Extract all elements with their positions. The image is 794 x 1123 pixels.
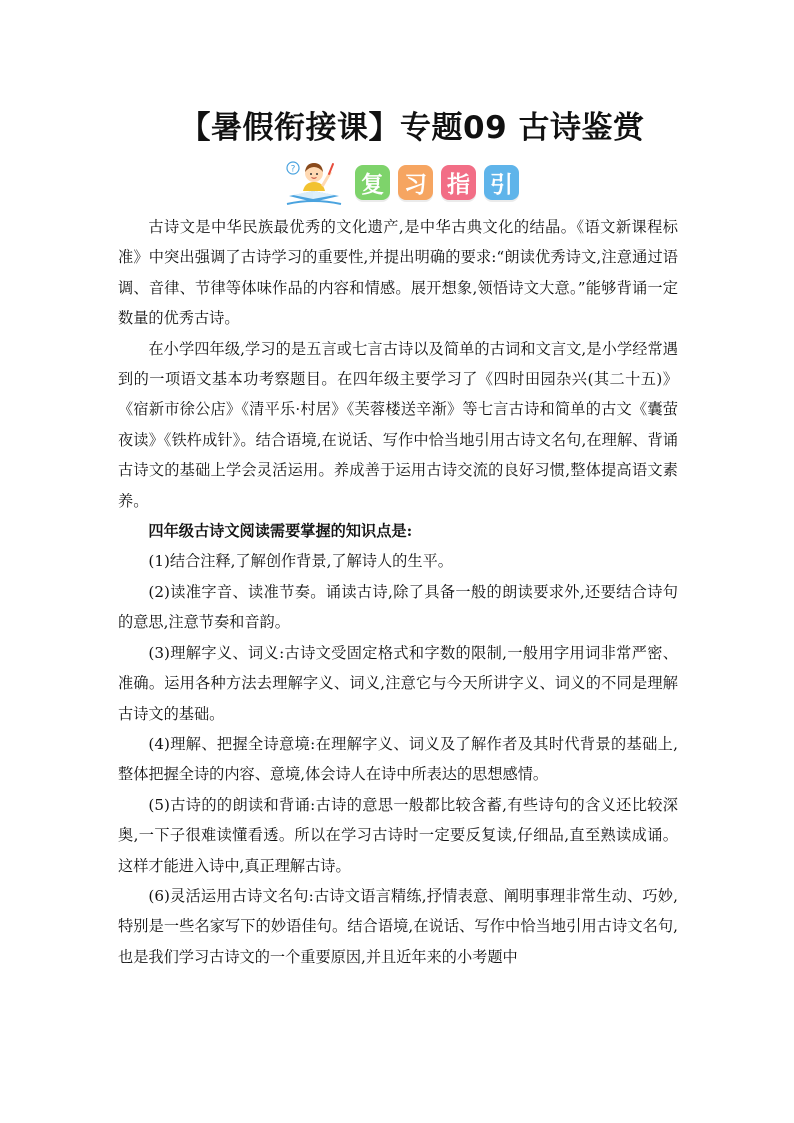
- review-guide-banner: [283, 158, 519, 206]
- knowledge-point-5: (5)古诗的的朗读和背诵:古诗的意思一般都比较含蓄,有些诗句的含义还比较深奥,一下子很难读懂看透。所以在学习古诗时一定要反复读,仔细品,直至熟读成诵。这样才能进入诗中,真正理解古诗。: [118, 795, 678, 875]
- banner-chip-xi: 习: [398, 165, 433, 200]
- knowledge-point-4: (4)理解、把握全诗意境:在理解字义、词义及了解作者及其时代背景的基础上,整体把握全诗的内容、意境,体会诗人在诗中所表达的思想感情。: [118, 734, 678, 784]
- banner-chip-fu: 复: [355, 165, 390, 200]
- knowledge-points-heading: 四年级古诗文阅读需要掌握的知识点是:: [148, 522, 413, 541]
- banner-chip-zhi: 指: [441, 165, 476, 200]
- knowledge-point-6: (6)灵活运用古诗文名句:古诗文语言精练,抒情表意、阐明事理非常生动、巧妙,特别是一些名家写下的妙语佳句。结合语境,在说话、写作中恰当地引用古诗文名句,也是我们学习古诗文的一个重要原因,并且近年来的小考题中: [118, 886, 678, 966]
- student-reading-icon: [283, 158, 345, 206]
- grade-four-paragraph: 在小学四年级,学习的是五言或七言古诗以及简单的古词和文言文,是小学经常遇到的一项语文基本功考察题目。在四年级主要学习了《四时田园杂兴(其二十五)》《宿新市徐公店》《清平乐·村居》《芙蓉楼送辛渐》等七言古诗和简单的古文《囊萤夜读》《铁杵成针》。结合语境,在说话、写作中恰当地引用古诗文名句,在理解、背诵古诗文的基础上学会灵活运用。养成善于运用古诗交流的良好习惯,整体提高语文素养。: [118, 339, 678, 510]
- svg-text:?: ?: [290, 164, 296, 175]
- page-title: 【暑假衔接课】专题09 古诗鉴赏: [179, 110, 645, 146]
- document-body: [118, 212, 678, 972]
- intro-paragraph: 古诗文是中华民族最优秀的文化遗产,是中华古典文化的结晶。《语文新课程标准》中突出强调了古诗学习的重要性,并提出明确的要求:“朗读优秀诗文,注意通过语调、音律、节律等体味作品的内容和情感。展开想象,领悟诗文大意。”能够背诵一定数量的优秀古诗。: [118, 218, 678, 328]
- banner-chip-yin: 引: [484, 165, 519, 200]
- knowledge-point-2: (2)读准字音、读准节奏。诵读古诗,除了具备一般的朗读要求外,还要结合诗句的意思,注意节奏和音韵。: [118, 582, 678, 632]
- knowledge-point-1: (1)结合注释,了解创作背景,了解诗人的生平。: [148, 552, 453, 571]
- knowledge-point-3: (3)理解字义、词义:古诗文受固定格式和字数的限制,一般用字用词非常严密、准确。运用各种方法去理解字义、词义,注意它与今天所讲字义、词义的不同是理解古诗文的基础。: [118, 643, 678, 723]
